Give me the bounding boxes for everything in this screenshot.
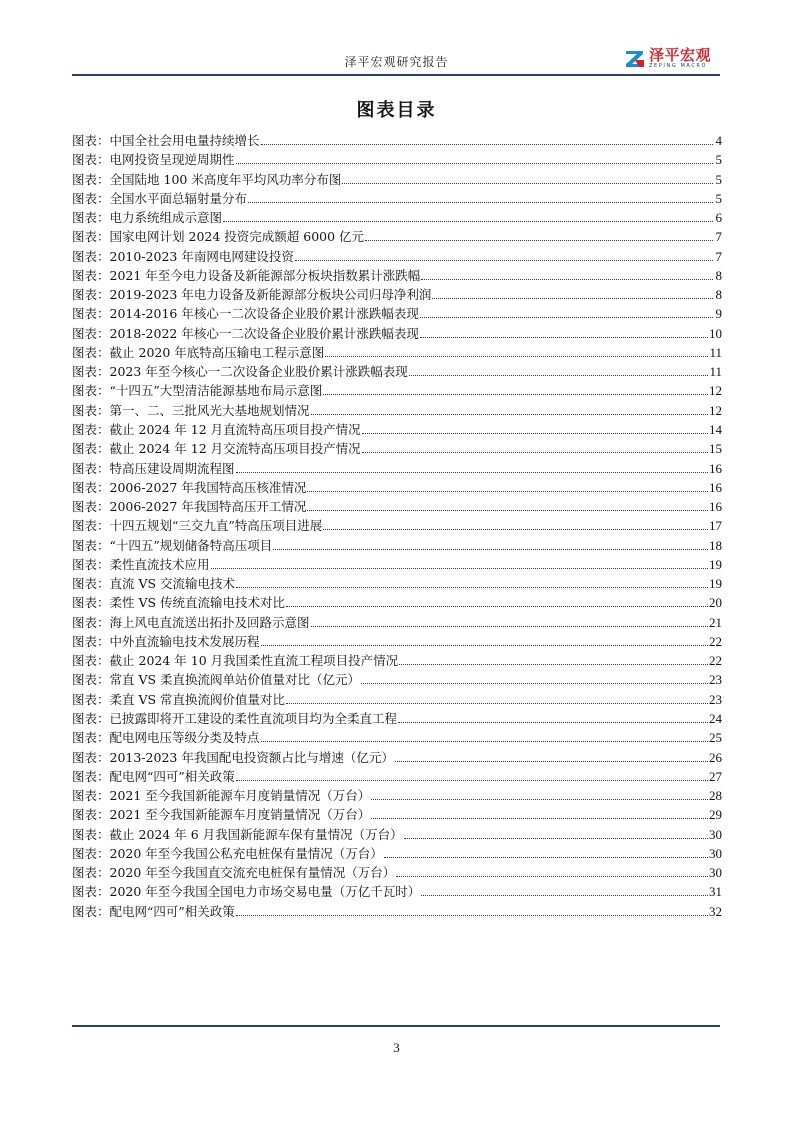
toc-entry-page: 5 <box>715 171 722 187</box>
toc-entry-label <box>72 516 322 534</box>
toc-entry[interactable] <box>72 555 722 574</box>
toc-entry-prefix: 图表： <box>72 826 110 842</box>
toc-entry[interactable] <box>72 459 722 478</box>
toc-leader-dots <box>371 799 708 800</box>
toc-entry-label <box>72 439 361 457</box>
toc-entry-prefix: 图表： <box>72 691 110 707</box>
toc-entry-title: 国家电网计划 2024 投资完成额超 6000 亿元 <box>109 229 365 245</box>
toc-entry-page: 16 <box>709 499 722 515</box>
toc-entry-label <box>72 670 360 688</box>
toc-entry[interactable] <box>72 844 722 863</box>
toc-entry[interactable] <box>72 786 722 805</box>
toc-entry[interactable] <box>72 536 722 555</box>
toc-entry-title: 柔性直流技术应用 <box>109 556 210 572</box>
toc-entry[interactable] <box>72 882 722 901</box>
toc-leader-dots <box>286 606 708 607</box>
toc-entry-title: 配电网“四可”相关政策 <box>109 768 235 784</box>
toc-entry[interactable] <box>72 574 722 593</box>
toc-entry-prefix: 图表： <box>72 152 110 168</box>
toc-leader-dots <box>248 202 713 203</box>
toc-leader-dots <box>404 838 708 839</box>
toc-entry-prefix: 图表： <box>72 845 110 861</box>
toc-entry-page: 22 <box>709 653 722 669</box>
toc-entry-label <box>72 266 420 284</box>
toc-entry-label <box>72 343 324 361</box>
toc-leader-dots <box>223 221 713 222</box>
toc-entry-label <box>72 478 306 496</box>
toc-entry-page: 11 <box>709 344 722 360</box>
toc-entry-page: 9 <box>715 306 722 322</box>
toc-entry-label <box>72 401 310 419</box>
toc-entry-prefix: 图表： <box>72 672 110 688</box>
toc-leader-dots <box>342 183 713 184</box>
toc-entry-label <box>72 285 431 303</box>
toc-entry-page: 19 <box>709 576 722 592</box>
toc-entry-page: 18 <box>709 537 722 553</box>
toc-entry-page: 27 <box>709 768 722 784</box>
toc-entry-title: 电力系统组成示意图 <box>109 210 223 226</box>
toc-entry-prefix: 图表： <box>72 479 110 495</box>
toc-entry-label <box>72 863 395 881</box>
toc-leader-dots <box>307 510 708 511</box>
toc-entry-title: “十四五”规划储备特高压项目 <box>109 537 273 553</box>
toc-entry-page: 8 <box>715 287 722 303</box>
toc-entry-label <box>72 651 398 669</box>
toc-leader-dots <box>361 683 708 684</box>
toc-entry-title: 海上风电直流送出拓扑及回路示意图 <box>109 614 310 630</box>
toc-leader-dots <box>409 375 709 376</box>
toc-entry-title: 特高压建设周期流程图 <box>109 460 235 476</box>
toc-entry[interactable] <box>72 401 722 420</box>
toc-entry-title: 已披露即将开工建设的柔性直流项目均为全柔直工程 <box>109 710 398 726</box>
toc-entry-page: 12 <box>709 383 722 399</box>
toc-entry-label <box>72 825 403 843</box>
toc-entry-page: 20 <box>709 595 722 611</box>
toc-entry[interactable] <box>72 516 722 535</box>
toc-entry[interactable] <box>72 170 722 189</box>
toc-entry-page: 30 <box>709 826 722 842</box>
toc-entry-title: 2013-2023 年我国配电投资额占比与增速（亿元） <box>109 749 394 765</box>
toc-entry-prefix: 图表： <box>72 788 110 804</box>
toc-entry-prefix: 图表： <box>72 499 110 515</box>
toc-entry[interactable] <box>72 285 722 304</box>
toc-leader-dots <box>395 761 708 762</box>
toc-entry-label <box>72 150 235 168</box>
toc-entry[interactable] <box>72 208 722 227</box>
toc-entry[interactable] <box>72 189 722 208</box>
toc-entry-prefix: 图表： <box>72 556 110 572</box>
toc-entry-title: 2010-2023 年南网电网建设投资 <box>109 248 294 264</box>
toc-entry-page: 29 <box>709 807 722 823</box>
toc-entry-label <box>72 882 420 900</box>
toc-entry-title: 截止 2024 年 12 月直流特高压项目投产情况 <box>109 421 361 437</box>
toc-entry-prefix: 图表： <box>72 287 110 303</box>
figure-index-list <box>72 131 722 921</box>
toc-entry-prefix: 图表： <box>72 807 110 823</box>
toc-entry-prefix: 图表： <box>72 441 110 457</box>
toc-entry-prefix: 图表： <box>72 749 110 765</box>
toc-entry-page: 32 <box>709 903 722 919</box>
toc-entry-prefix: 图表： <box>72 903 110 919</box>
toc-entry-page: 15 <box>709 441 722 457</box>
toc-leader-dots <box>307 491 708 492</box>
toc-entry-title: 截止 2020 年底特高压输电工程示意图 <box>109 344 325 360</box>
toc-entry[interactable] <box>72 381 722 400</box>
toc-entry-label <box>72 420 361 438</box>
toc-entry-label <box>72 709 397 727</box>
toc-entry[interactable] <box>72 593 722 612</box>
toc-entry-label <box>72 690 285 708</box>
toc-entry-prefix: 图表： <box>72 614 110 630</box>
header-divider <box>72 74 720 76</box>
toc-entry[interactable] <box>72 863 722 882</box>
toc-entry[interactable] <box>72 227 722 246</box>
toc-leader-dots <box>236 163 713 164</box>
toc-entry-prefix: 图表： <box>72 768 110 784</box>
toc-entry-label <box>72 208 222 226</box>
toc-entry-title: 2023 年至今核心一二次设备企业股价累计涨跌幅表现 <box>109 364 408 380</box>
toc-entry-page: 6 <box>715 210 722 226</box>
toc-entry-page: 5 <box>715 152 722 168</box>
toc-entry-page: 22 <box>709 633 722 649</box>
toc-entry-label <box>72 902 235 920</box>
toc-entry-title: 截止 2024 年 6 月我国新能源车保有量情况（万台） <box>109 826 403 842</box>
toc-entry-title: 2006-2027 年我国特高压核准情况 <box>109 479 307 495</box>
toc-entry-label <box>72 459 235 477</box>
toc-entry-page: 17 <box>709 518 722 534</box>
toc-entry-title: 第一、二、三批风光大基地规划情况 <box>109 402 310 418</box>
toc-entry-prefix: 图表： <box>72 710 110 726</box>
toc-entry-prefix: 图表： <box>72 576 110 592</box>
toc-entry-label <box>72 536 272 554</box>
toc-entry-title: 2021 至今我国新能源车月度销量情况（万台） <box>109 788 371 804</box>
toc-leader-dots <box>236 472 708 473</box>
toc-entry-page: 5 <box>715 190 722 206</box>
toc-leader-dots <box>323 529 708 530</box>
toc-entry-label <box>72 362 408 380</box>
toc-leader-dots <box>399 664 708 665</box>
toc-entry-prefix: 图表： <box>72 267 110 283</box>
zp-logo-icon <box>625 50 645 68</box>
toc-entry-label <box>72 227 364 245</box>
toc-entry[interactable] <box>72 247 722 266</box>
toc-entry[interactable] <box>72 748 722 767</box>
toc-entry-page: 24 <box>709 710 722 726</box>
toc-entry-page: 25 <box>709 730 722 746</box>
toc-entry-prefix: 图表： <box>72 865 110 881</box>
toc-leader-dots <box>365 240 713 241</box>
toc-entry-label <box>72 497 306 515</box>
toc-entry-title: 2019-2023 年电力设备及新能源部分板块公司归母净利润 <box>109 287 432 303</box>
toc-entry[interactable] <box>72 709 722 728</box>
toc-entry-prefix: 图表： <box>72 537 110 553</box>
report-header-title: 泽平宏观研究报告 <box>344 55 449 69</box>
toc-entry-page: 26 <box>709 749 722 765</box>
toc-entry[interactable] <box>72 439 722 458</box>
toc-entry-prefix: 图表： <box>72 344 110 360</box>
toc-leader-dots <box>398 722 708 723</box>
toc-entry[interactable] <box>72 497 722 516</box>
toc-entry-label <box>72 748 394 766</box>
toc-entry[interactable] <box>72 266 722 285</box>
toc-leader-dots <box>325 356 708 357</box>
toc-entry-prefix: 图表： <box>72 518 110 534</box>
toc-leader-dots <box>295 260 713 261</box>
toc-entry-label <box>72 131 260 149</box>
toc-entry-prefix: 图表： <box>72 421 110 437</box>
toc-entry-page: 30 <box>709 845 722 861</box>
toc-leader-dots <box>236 780 708 781</box>
toc-entry-title: 电网投资呈现逆周期性 <box>109 152 235 168</box>
toc-leader-dots <box>371 818 708 819</box>
toc-entry-prefix: 图表： <box>72 133 110 148</box>
toc-entry-label <box>72 247 294 265</box>
brand-logo <box>625 48 711 69</box>
toc-entry-title: 2020 年至今我国直交流充电桩保有量情况（万台） <box>109 865 396 881</box>
toc-leader-dots <box>261 144 713 145</box>
toc-entry-title: 2020 年至今我国公私充电桩保有量情况（万台） <box>109 845 383 861</box>
toc-leader-dots <box>421 279 713 280</box>
toc-entry-page: 10 <box>709 325 722 341</box>
toc-entry-prefix: 图表： <box>72 306 110 322</box>
toc-entry-title: 中国全社会用电量持续增长 <box>109 133 260 148</box>
toc-entry-page: 23 <box>709 691 722 707</box>
toc-entry-title: 柔直 VS 常直换流阀价值量对比 <box>109 691 286 707</box>
toc-entry[interactable] <box>72 304 722 323</box>
toc-entry[interactable] <box>72 728 722 747</box>
toc-leader-dots <box>432 298 713 299</box>
toc-entry-label <box>72 593 285 611</box>
toc-entry[interactable] <box>72 690 722 709</box>
toc-entry[interactable] <box>72 420 722 439</box>
toc-entry-title: 全国陆地 100 米高度年平均风功率分布图 <box>109 171 342 187</box>
toc-entry-title: 中外直流输电技术发展历程 <box>109 633 260 649</box>
toc-leader-dots <box>396 876 708 877</box>
toc-leader-dots <box>384 857 708 858</box>
toc-leader-dots <box>311 626 708 627</box>
toc-entry-title: “十四五”大型清洁能源基地布局示意图 <box>109 383 323 399</box>
toc-entry-page: 16 <box>709 460 722 476</box>
toc-entry-prefix: 图表： <box>72 653 110 669</box>
toc-entry-page: 19 <box>709 556 722 572</box>
toc-entry-label <box>72 189 247 207</box>
toc-leader-dots <box>236 587 708 588</box>
toc-entry-prefix: 图表： <box>72 595 110 611</box>
toc-entry-page: 12 <box>709 402 722 418</box>
toc-entry-prefix: 图表： <box>72 210 110 226</box>
toc-entry[interactable] <box>72 651 722 670</box>
toc-entry-title: 截止 2024 年 12 月交流特高压项目投产情况 <box>109 441 361 457</box>
toc-leader-dots <box>273 549 708 550</box>
toc-entry-page: 28 <box>709 788 722 804</box>
toc-entry-title: 柔性 VS 传统直流输电技术对比 <box>109 595 286 611</box>
footer-divider <box>72 1025 720 1027</box>
toc-entry[interactable] <box>72 478 722 497</box>
toc-leader-dots <box>420 337 708 338</box>
toc-entry[interactable] <box>72 670 722 689</box>
toc-leader-dots <box>261 645 708 646</box>
toc-entry-prefix: 图表： <box>72 383 110 399</box>
toc-leader-dots <box>286 703 708 704</box>
toc-entry-label <box>72 555 210 573</box>
toc-entry-page: 7 <box>715 248 722 264</box>
toc-entry-label <box>72 786 370 804</box>
toc-entry-title: 配电网“四可”相关政策 <box>109 903 235 919</box>
toc-leader-dots <box>421 895 708 896</box>
toc-entry[interactable] <box>72 632 722 651</box>
toc-entry-page: 14 <box>709 421 722 437</box>
toc-entry-label <box>72 574 235 592</box>
toc-entry[interactable] <box>72 362 722 381</box>
toc-entry-page: 11 <box>709 364 722 380</box>
toc-entry-title: 2018-2022 年核心一二次设备企业股价累计涨跌幅表现 <box>109 325 419 341</box>
toc-entry-title: 2021 年至今电力设备及新能源部分板块指数累计涨跌幅 <box>109 267 421 283</box>
toc-leader-dots <box>362 433 708 434</box>
toc-entry-label <box>72 728 260 746</box>
toc-entry[interactable] <box>72 150 722 169</box>
toc-entry-page: 7 <box>715 229 722 245</box>
toc-entry-prefix: 图表： <box>72 325 110 341</box>
toc-entry-page: 31 <box>709 884 722 900</box>
page-number: 3 <box>393 1040 400 1055</box>
toc-entry-title: 2020 年至今我国全国电力市场交易电量（万亿千瓦时） <box>109 884 421 900</box>
toc-leader-dots <box>236 915 708 916</box>
toc-entry-label <box>72 304 419 322</box>
toc-entry-title: 配电网电压等级分类及特点 <box>109 730 260 746</box>
toc-entry-title: 2014-2016 年核心一二次设备企业股价累计涨跌幅表现 <box>109 306 419 322</box>
toc-entry-prefix: 图表： <box>72 229 110 245</box>
toc-entry-page: 16 <box>709 479 722 495</box>
toc-entry-prefix: 图表： <box>72 248 110 264</box>
toc-entry-prefix: 图表： <box>72 633 110 649</box>
toc-entry-title: 直流 VS 交流输电技术 <box>109 576 236 592</box>
toc-entry-title: 截止 2024 年 10 月我国柔性直流工程项目投产情况 <box>109 653 399 669</box>
logo-text-cn: 泽平宏观 <box>649 46 712 64</box>
toc-entry[interactable] <box>72 825 722 844</box>
toc-entry-prefix: 图表： <box>72 171 110 187</box>
toc-entry-title: 全国水平面总辐射量分布 <box>109 190 248 206</box>
toc-entry-page: 4 <box>715 133 722 148</box>
toc-entry-label <box>72 632 260 650</box>
toc-entry[interactable] <box>72 902 722 921</box>
toc-entry-title: 常直 VS 柔直换流阀单站价值量对比（亿元） <box>109 672 361 688</box>
toc-entry[interactable] <box>72 131 722 150</box>
toc-leader-dots <box>311 414 708 415</box>
toc-entry[interactable] <box>72 343 722 362</box>
toc-entry-title: 2006-2027 年我国特高压开工情况 <box>109 499 307 515</box>
toc-leader-dots <box>323 394 708 395</box>
toc-entry[interactable] <box>72 613 722 632</box>
toc-entry-label <box>72 324 419 342</box>
toc-entry-prefix: 图表： <box>72 460 110 476</box>
toc-entry-label <box>72 613 310 631</box>
toc-leader-dots <box>261 741 708 742</box>
toc-entry-page: 30 <box>709 865 722 881</box>
toc-leader-dots <box>211 568 708 569</box>
toc-entry[interactable] <box>72 767 722 786</box>
toc-entry-label <box>72 805 370 823</box>
toc-leader-dots <box>362 452 708 453</box>
toc-entry-label <box>72 170 341 188</box>
logo-text-en: ZEPING MACRO <box>649 63 708 69</box>
toc-entry[interactable] <box>72 324 722 343</box>
toc-entry-page: 23 <box>709 672 722 688</box>
toc-entry-label <box>72 844 383 862</box>
toc-entry-page: 8 <box>715 267 722 283</box>
toc-entry-label <box>72 767 235 785</box>
toc-leader-dots <box>420 317 713 318</box>
toc-entry-prefix: 图表： <box>72 364 110 380</box>
toc-entry-prefix: 图表： <box>72 730 110 746</box>
toc-entry-prefix: 图表： <box>72 402 110 418</box>
toc-entry[interactable] <box>72 805 722 824</box>
toc-entry-prefix: 图表： <box>72 884 110 900</box>
toc-entry-title: 2021 至今我国新能源车月度销量情况（万台） <box>109 807 371 823</box>
toc-entry-title: 十四五规划“三交九直”特高压项目进展 <box>109 518 323 534</box>
toc-entry-prefix: 图表： <box>72 190 110 206</box>
toc-entry-label <box>72 381 322 399</box>
toc-entry-page: 21 <box>709 614 722 630</box>
page-title: 图表目录 <box>356 100 437 121</box>
